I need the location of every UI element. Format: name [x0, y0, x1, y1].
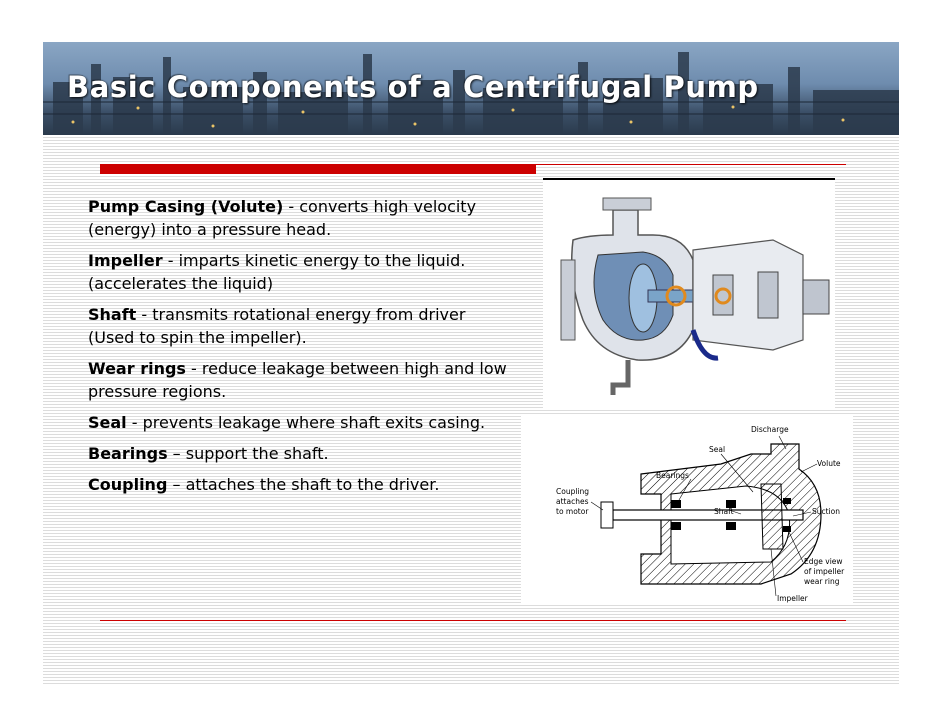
term-separator: – — [167, 475, 186, 494]
list-item-coupling — [88, 473, 508, 496]
term-description: transmits rotational energy from driver (Used to spin the impeller). — [88, 305, 466, 347]
list-item-seal — [88, 411, 508, 434]
list-item-shaft — [88, 303, 508, 349]
term-label: Wear rings — [88, 359, 186, 378]
term-label: Bearings — [88, 444, 168, 463]
label-bearings: Bearings — [656, 471, 689, 480]
label-seal: Seal — [709, 445, 726, 454]
pump-cutaway-illustration — [543, 178, 835, 408]
cross-section-graphic — [521, 414, 853, 604]
label-edge-3: wear ring — [804, 577, 840, 586]
label-impeller: Impeller — [777, 594, 808, 603]
term-label: Impeller — [88, 251, 163, 270]
term-description: prevents leakage where shaft exits casing. — [142, 413, 486, 432]
label-edge-1: Edge view — [804, 557, 843, 566]
label-shaft: Shaft — [714, 507, 734, 516]
list-item-bearings — [88, 442, 508, 465]
term-separator: – — [167, 444, 186, 463]
label-coupling-2: attaches — [556, 497, 589, 506]
accent-line-bottom — [100, 620, 846, 621]
pump-cutaway-graphic — [543, 180, 835, 408]
banner-refinery-image — [43, 42, 899, 135]
label-coupling-1: Coupling — [556, 487, 590, 496]
term-separator: - — [162, 251, 179, 270]
term-description: support the shaft. — [185, 444, 329, 463]
label-discharge: Discharge — [751, 425, 789, 434]
term-separator: - — [126, 413, 143, 432]
term-description: imparts kinetic energy to the liquid. (accelerates the liquid) — [88, 251, 466, 293]
term-label: Pump Casing (Volute) — [88, 197, 284, 216]
term-description: converts high velocity (energy) into a pressure head. — [88, 197, 477, 239]
slide-title: Basic Components of a Centrifugal Pump — [67, 70, 759, 104]
term-description: attaches the shaft to the driver. — [185, 475, 440, 494]
components-list — [88, 195, 508, 504]
list-item-wear-rings — [88, 357, 508, 403]
term-separator: - — [136, 305, 153, 324]
term-separator: - — [283, 197, 300, 216]
term-label: Shaft — [88, 305, 137, 324]
label-volute: Volute — [817, 459, 841, 468]
accent-line-top — [536, 164, 846, 165]
slide — [43, 42, 899, 686]
label-suction: Suction — [812, 507, 841, 516]
pump-cross-section-diagram — [521, 414, 853, 604]
label-coupling-3: to motor — [556, 507, 589, 516]
term-separator: - — [185, 359, 202, 378]
term-label: Coupling — [88, 475, 168, 494]
label-edge-2: of impeller — [804, 567, 845, 576]
accent-bar — [100, 164, 536, 174]
list-item-pump-casing — [88, 195, 508, 241]
list-item-impeller — [88, 249, 508, 295]
term-label: Seal — [88, 413, 127, 432]
term-description: reduce leakage between high and low pressure regions. — [88, 359, 507, 401]
